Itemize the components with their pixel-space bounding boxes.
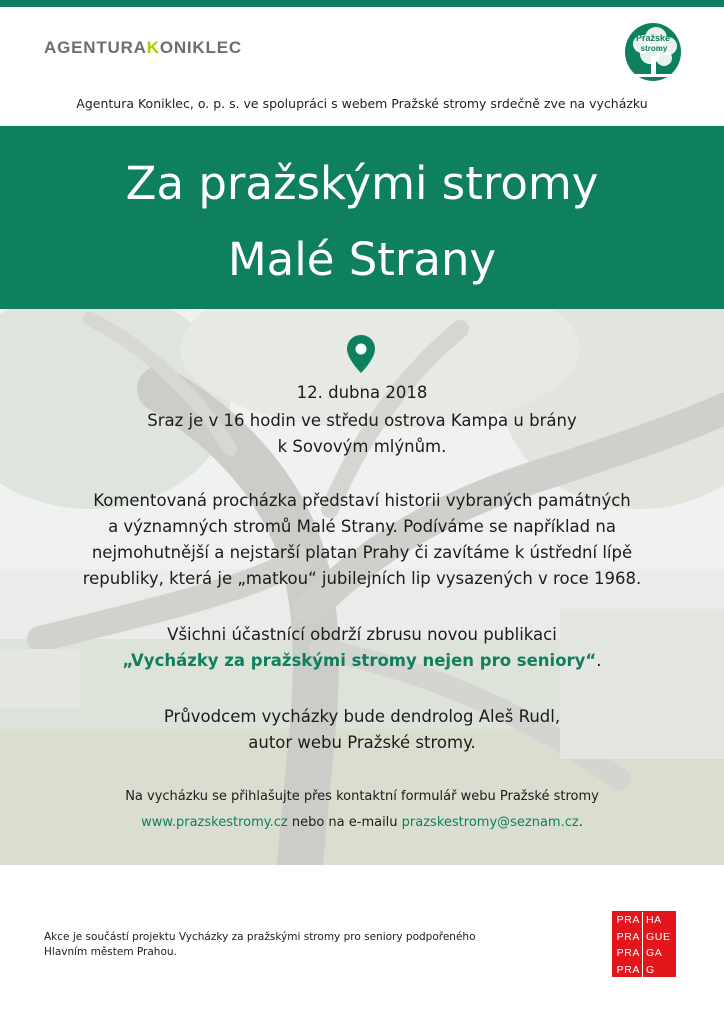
title-line-2: Malé Strany [227, 233, 497, 286]
contact-middle-text: nebo na e-mailu [287, 815, 402, 830]
guide-line-1: Průvodcem vycházky bude dendrolog Aleš Rudl, [163, 707, 561, 726]
registration-line: Na vycházku se přihlašujte přes kontaktní formulář webu Pražské stromy [125, 789, 599, 804]
location-pin-icon [346, 334, 376, 374]
title-banner [0, 126, 724, 309]
footer-line-2: Hlavním městem Prahou. [44, 946, 177, 958]
description-line-4: republiky, která je „matkou“ jubilejních lip vysazených v roce 1968. [82, 569, 642, 588]
top-rule [0, 0, 724, 7]
logo-mark: K [146, 38, 160, 57]
invitation-line: Agentura Koniklec, o. p. s. ve spolupráci s webem Pražské stromy srdečně zve na vycházku [76, 96, 648, 111]
logo-text-a: AGENTURA [44, 38, 147, 57]
contact-line [0, 812, 724, 834]
publication-line: Všichni účastnící obdrží zbrusu novou publikaci [167, 625, 557, 644]
prazske-stromy-logo [624, 16, 682, 82]
tree-logo-icon [624, 16, 682, 82]
logo-text-b: ONIKLEC [159, 38, 242, 57]
description-line-3: nejmohutnější a nejstarší platan Prahy či zavítáme k ústřední lípě [91, 543, 633, 562]
publication-title: „Vycházky za pražskými stromy nejen pro seniory“ [122, 651, 597, 670]
title-line-1: Za pražskými stromy [125, 157, 599, 210]
footer-line-1: Akce je součástí projektu Vycházky za pražskými stromy pro seniory podpořeného [44, 931, 476, 943]
praha-logo-row: PRA GA [612, 945, 676, 962]
email-link[interactable]: prazskestromy@seznam.cz [401, 815, 579, 830]
koniklec-logo [44, 38, 242, 58]
contact-end-text: . [578, 815, 583, 830]
praha-logo-row: PRA HA [612, 912, 676, 929]
praha-logo [612, 911, 676, 977]
svg-text:Pražské: Pražské [635, 33, 671, 43]
svg-text:stromy: stromy [640, 44, 668, 53]
praha-logo-row: PRA GUE [612, 929, 676, 946]
publication-period: . [596, 651, 602, 670]
praha-logo-row: PRA G [612, 962, 676, 979]
publication-title-line [0, 648, 724, 674]
description-line-2: a významných stromů Malé Strany. Podíváme se například na [108, 517, 616, 536]
description-line-1: Komentovaná procházka představí historii vybraných památných [93, 491, 631, 510]
guide-line-2: autor webu Pražské stromy. [248, 733, 476, 752]
meeting-line-1: Sraz je v 16 hodin ve středu ostrova Kampa u brány [147, 411, 577, 430]
footer-note [44, 930, 564, 960]
website-link[interactable]: www.prazskestromy.cz [141, 815, 288, 830]
event-date: 12. dubna 2018 [296, 383, 428, 402]
meeting-line-2: k Sovovým mlýnům. [277, 437, 447, 456]
